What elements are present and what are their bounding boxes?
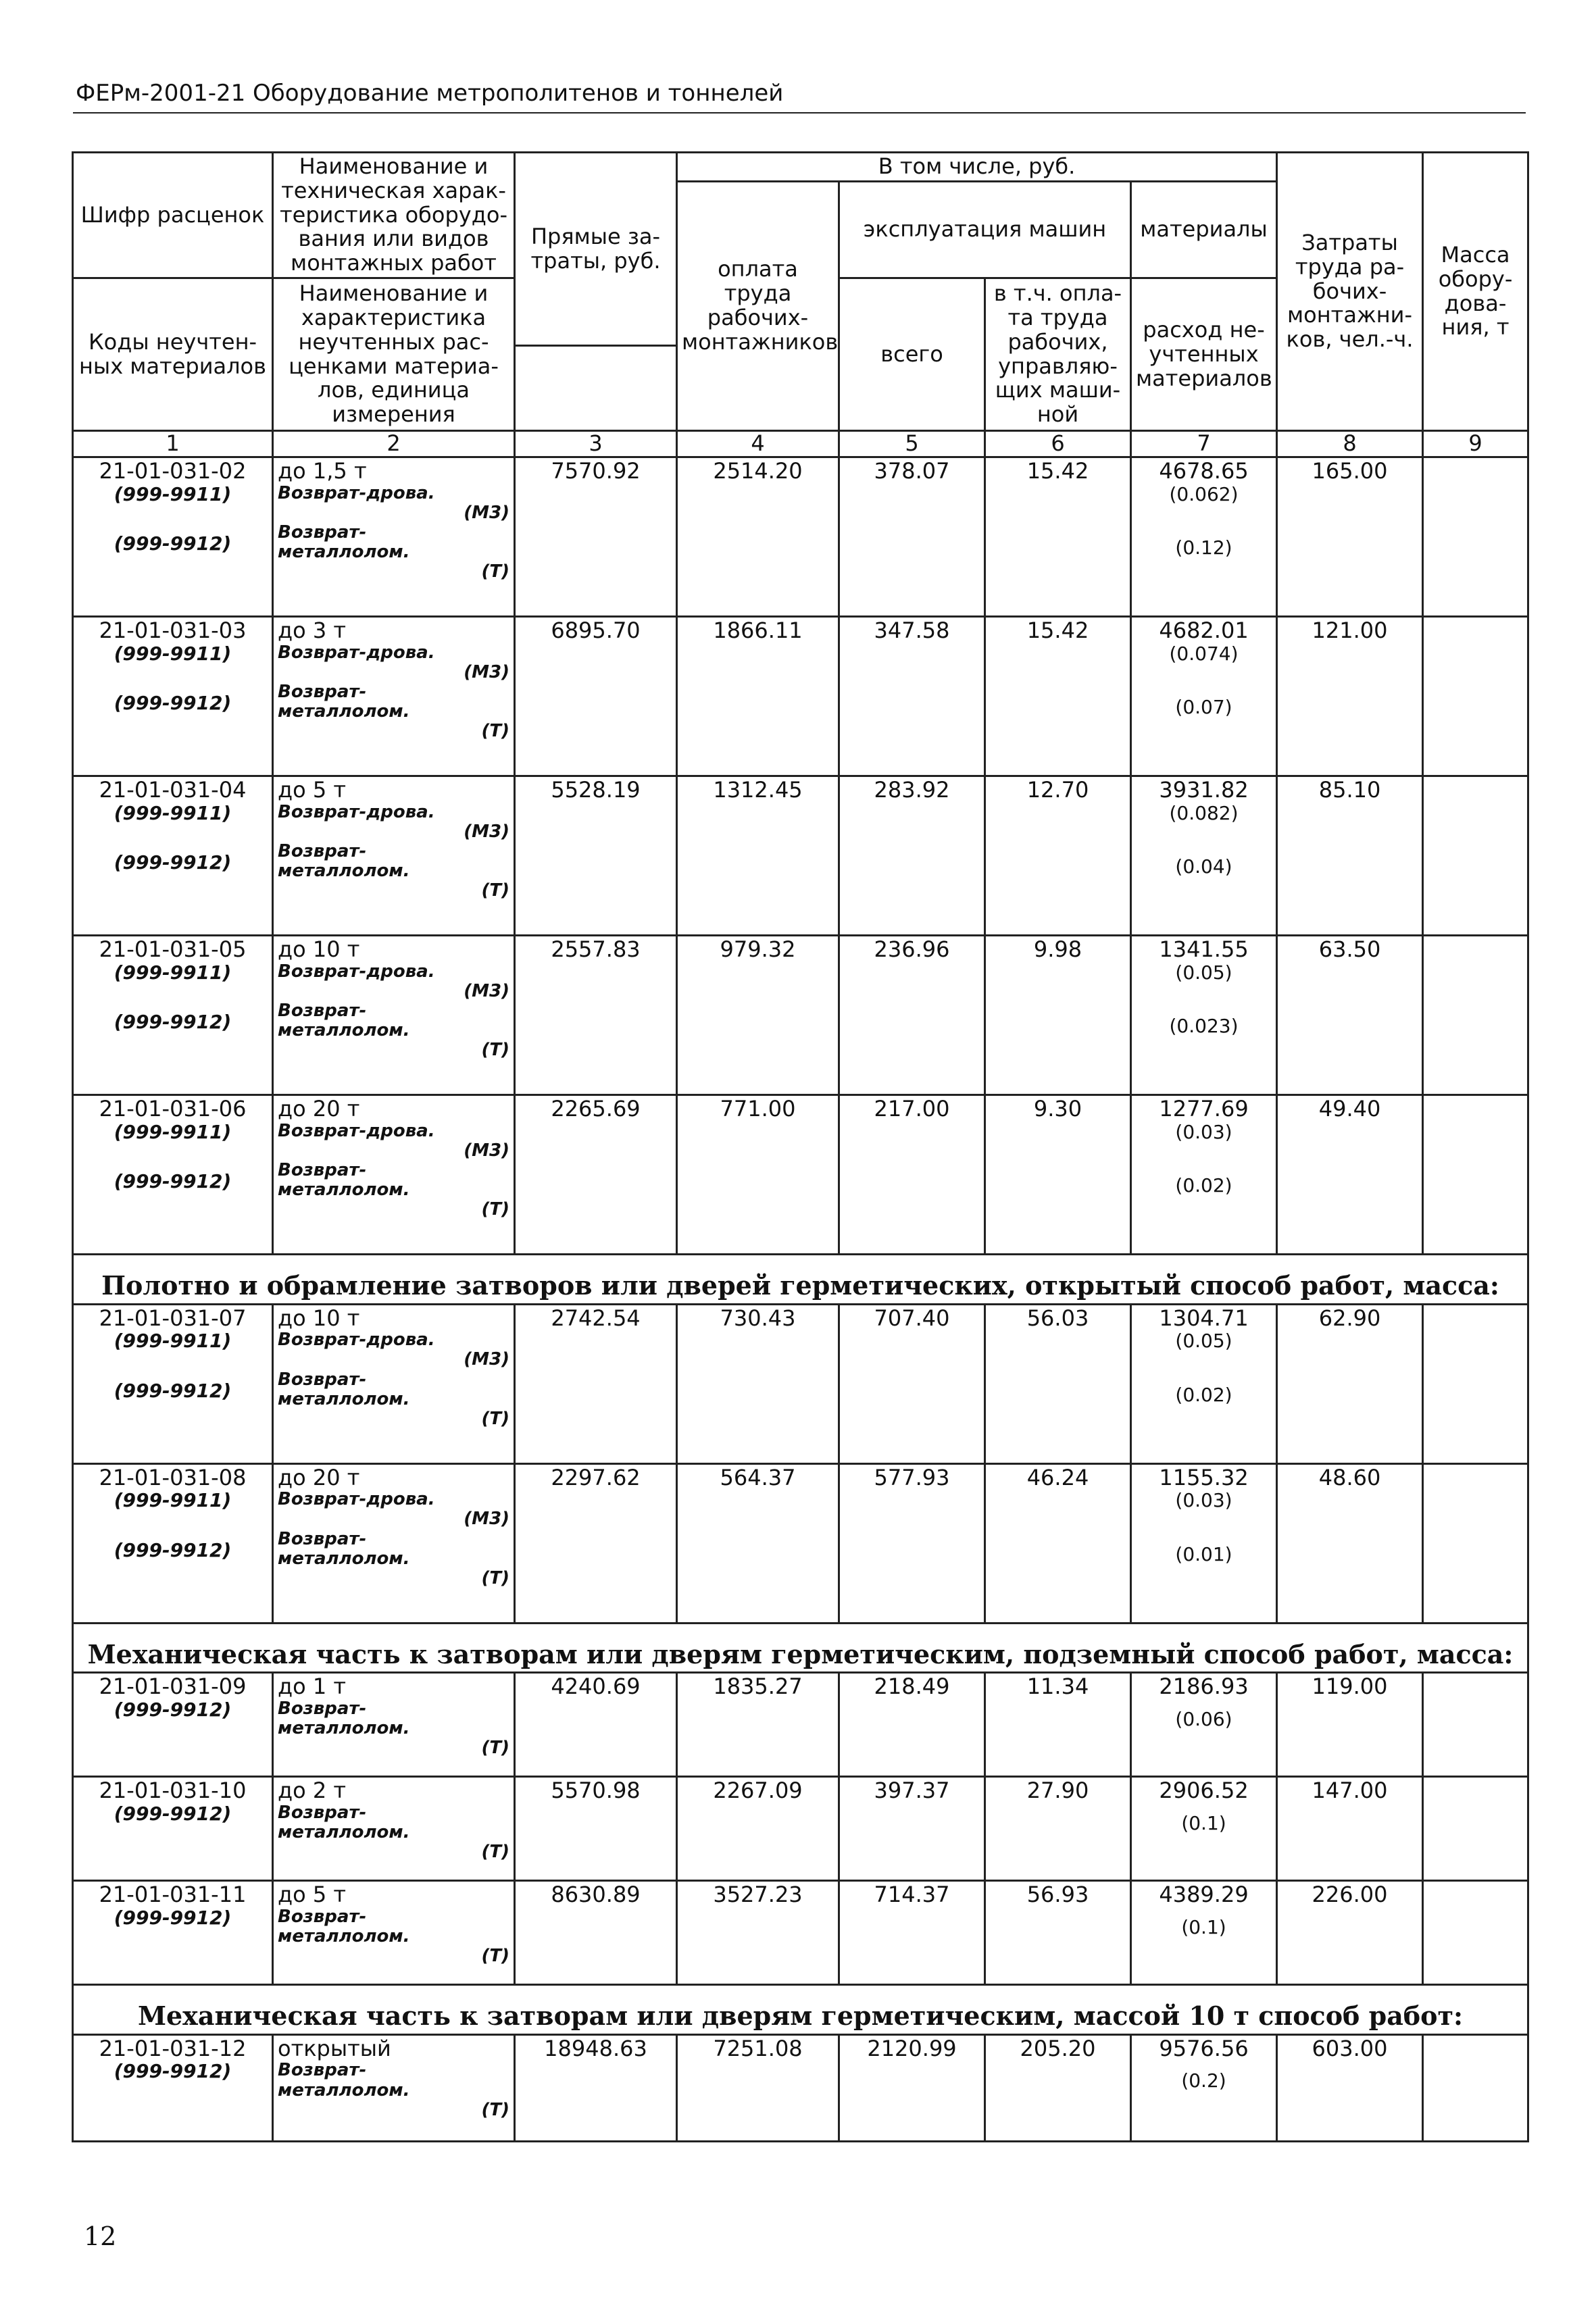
value-labor: 48.60 (1277, 1463, 1423, 1623)
materials-cell (1131, 1673, 1277, 1777)
spacer (78, 505, 268, 533)
material-name: Возврат-дрова. (278, 1120, 435, 1141)
value-labor: 147.00 (1277, 1777, 1423, 1881)
material-code: (999-9912) (114, 1170, 232, 1193)
value-labor: 165.00 (1277, 457, 1423, 616)
material-code: (999-9912) (114, 1538, 232, 1561)
material-quantity: (0.082) (1169, 801, 1239, 824)
col-number: 1 (73, 431, 273, 457)
value-direct: 7570.92 (515, 457, 677, 616)
header-direct-costs: Прямые за-траты, руб. (515, 153, 677, 346)
section-header-row (73, 1623, 1528, 1673)
value-materials: 3931.82 (1159, 776, 1249, 803)
value-machines: 397.37 (839, 1777, 985, 1881)
material-name: Возврат-металлолом. (278, 1160, 410, 1201)
header-wages: оплата труда рабочих-монтажников (677, 181, 839, 430)
rate-row (73, 616, 1528, 776)
material-name: Возврат-дрова. (278, 1489, 435, 1510)
material-quantity: (0.1) (1181, 1811, 1226, 1834)
material-code: (999-9912) (114, 851, 232, 874)
material-unit: (Т) (481, 561, 509, 582)
material-code: (999-9911) (114, 801, 232, 824)
value-mass (1423, 457, 1528, 616)
section-title: Механическая часть к затворам или дверям герметическим, массой 10 т способ работ: (73, 1985, 1528, 2035)
rate-code: 21-01-031-08 (99, 1464, 247, 1490)
col-number: 2 (273, 431, 515, 457)
material-name: Возврат-металлолом. (278, 1802, 410, 1842)
value-wages: 771.00 (677, 1095, 839, 1254)
cipher-cell (73, 1777, 273, 1881)
material-unit: (Т) (481, 1738, 509, 1759)
material-quantity: (0.02) (1175, 1174, 1232, 1197)
value-labor: 62.90 (1277, 1304, 1423, 1463)
column-numbers-row (73, 431, 1528, 457)
name-cell (273, 776, 515, 935)
value-wages: 2514.20 (677, 457, 839, 616)
name-cell (273, 1095, 515, 1254)
material-quantity: (0.1) (1181, 1915, 1226, 1938)
material-name: Возврат-металлолом. (278, 1698, 410, 1738)
col-number: 5 (839, 431, 985, 457)
value-materials: 2906.52 (1159, 1778, 1249, 1804)
value-direct: 8630.89 (515, 1881, 677, 1985)
value-machines: 577.93 (839, 1463, 985, 1623)
value-mass (1423, 1304, 1528, 1463)
material-quantity: (0.12) (1175, 536, 1232, 559)
material-unit: (Т) (481, 1040, 509, 1061)
material-quantity: (0.03) (1175, 1489, 1232, 1512)
material-code: (999-9911) (114, 1489, 232, 1512)
material-unit: (М3) (464, 1140, 509, 1161)
value-direct: 2265.69 (515, 1095, 677, 1254)
value-direct: 2297.62 (515, 1463, 677, 1623)
materials-cell (1131, 1095, 1277, 1254)
rate-code: 21-01-031-11 (99, 1882, 247, 1908)
name-cell (273, 1304, 515, 1463)
value-materials: 4389.29 (1159, 1882, 1249, 1908)
spacer (1136, 824, 1272, 856)
value-machines: 2120.99 (839, 2034, 985, 2141)
work-name: до 5 т (278, 776, 347, 803)
value-incl: 27.90 (985, 1777, 1131, 1881)
value-incl: 9.30 (985, 1095, 1131, 1254)
spacer (1136, 1352, 1272, 1384)
section-header-row (73, 1985, 1528, 2035)
materials-cell (1131, 1304, 1277, 1463)
spacer (1136, 983, 1272, 1015)
name-cell (273, 457, 515, 616)
spacer (78, 1142, 268, 1171)
value-machines: 236.96 (839, 935, 985, 1095)
cipher-cell (73, 2034, 273, 2141)
work-name: до 10 т (278, 936, 360, 962)
rates-table (72, 151, 1529, 2142)
section-title: Механическая часть к затворам или дверям герметическим, подземный способ работ, масса: (73, 1623, 1528, 1673)
value-wages: 3527.23 (677, 1881, 839, 1985)
value-materials: 4678.65 (1159, 457, 1249, 484)
value-direct: 2742.54 (515, 1304, 677, 1463)
value-machines: 714.37 (839, 1881, 985, 1985)
material-code: (999-9912) (114, 692, 232, 715)
material-quantity: (0.07) (1175, 696, 1232, 719)
material-code: (999-9912) (114, 1011, 232, 1034)
work-name: до 1,5 т (278, 457, 367, 484)
material-unit: (Т) (481, 1199, 509, 1220)
value-mass (1423, 935, 1528, 1095)
material-name: Возврат-дрова. (278, 801, 435, 822)
materials-cell (1131, 1777, 1277, 1881)
material-quantity: (0.01) (1175, 1542, 1232, 1565)
spacer (78, 983, 268, 1011)
cipher-cell (73, 1881, 273, 1985)
page-header: ФЕРм-2001-21 Оборудование метрополитенов и тоннелей (76, 80, 784, 107)
col-number: 7 (1131, 431, 1277, 457)
value-labor: 119.00 (1277, 1673, 1423, 1777)
material-quantity: (0.05) (1175, 1330, 1232, 1353)
value-labor: 85.10 (1277, 776, 1423, 935)
material-unit: (Т) (481, 1946, 509, 1967)
value-labor: 603.00 (1277, 2034, 1423, 2141)
col-number: 6 (985, 431, 1131, 457)
value-incl: 9.98 (985, 935, 1131, 1095)
value-incl: 11.34 (985, 1673, 1131, 1777)
spacer (1136, 505, 1272, 537)
material-name: Возврат-дрова. (278, 642, 435, 663)
value-mass (1423, 1881, 1528, 1985)
material-code: (999-9912) (114, 2060, 232, 2083)
value-machines: 378.07 (839, 457, 985, 616)
work-name: до 20 т (278, 1095, 360, 1122)
work-name: до 5 т (278, 1882, 347, 1908)
rate-row (73, 1777, 1528, 1881)
value-materials: 1341.55 (1159, 936, 1249, 962)
material-quantity: (0.023) (1169, 1015, 1239, 1038)
header-codes: Коды неучтен-ных материалов (73, 278, 273, 431)
header-cipher: Шифр расценок (73, 153, 273, 278)
material-unit: (Т) (481, 1567, 509, 1588)
material-unit: (Т) (481, 1842, 509, 1863)
material-quantity: (0.04) (1175, 855, 1232, 878)
name-cell (273, 1881, 515, 1985)
value-machines: 218.49 (839, 1673, 985, 1777)
value-materials: 1304.71 (1159, 1305, 1249, 1331)
value-materials: 1277.69 (1159, 1095, 1249, 1122)
material-unit: (М3) (464, 661, 509, 682)
material-unit: (М3) (464, 980, 509, 1001)
spacer (1136, 664, 1272, 697)
material-quantity: (0.062) (1169, 482, 1239, 505)
value-machines: 347.58 (839, 616, 985, 776)
material-unit: (М3) (464, 821, 509, 842)
section-title: Полотно и обрамление затворов или дверей герметических, открытый способ работ, масса: (73, 1254, 1528, 1304)
cipher-cell (73, 457, 273, 616)
material-code: (999-9911) (114, 1120, 232, 1143)
spacer (78, 824, 268, 852)
value-incl: 56.93 (985, 1881, 1131, 1985)
header-mass: Масса обору-дова-ния, т (1423, 153, 1528, 431)
materials-cell (1131, 1881, 1277, 1985)
value-materials: 4682.01 (1159, 617, 1249, 643)
material-code: (999-9912) (114, 1379, 232, 1402)
value-machines: 283.92 (839, 776, 985, 935)
material-unit: (М3) (464, 502, 509, 523)
materials-cell (1131, 457, 1277, 616)
header-name2: Наименование и характеристика неучтенных рас-ценками материа-лов, единица измерения (273, 278, 515, 431)
materials-cell (1131, 616, 1277, 776)
material-name: Возврат-металлолом. (278, 1001, 410, 1041)
name-cell (273, 1673, 515, 1777)
material-name: Возврат-дрова. (278, 482, 435, 503)
cipher-cell (73, 1463, 273, 1623)
rate-code: 21-01-031-02 (99, 457, 247, 484)
rate-row (73, 1881, 1528, 1985)
value-mass (1423, 776, 1528, 935)
material-code: (999-9911) (114, 1330, 232, 1353)
material-name: Возврат-дрова. (278, 1330, 435, 1351)
value-materials: 2186.93 (1159, 1674, 1249, 1700)
name-cell (273, 935, 515, 1095)
spacer (1136, 1907, 1272, 1917)
rate-code: 21-01-031-10 (99, 1778, 247, 1804)
rate-row (73, 776, 1528, 935)
rate-row (73, 457, 1528, 616)
rate-row (73, 1304, 1528, 1463)
materials-cell (1131, 935, 1277, 1095)
name-cell (273, 2034, 515, 2141)
value-wages: 730.43 (677, 1304, 839, 1463)
material-unit: (М3) (464, 1349, 509, 1370)
col-number: 3 (515, 431, 677, 457)
value-machines: 707.40 (839, 1304, 985, 1463)
material-code: (999-9911) (114, 482, 232, 505)
material-unit: (Т) (481, 1408, 509, 1429)
material-code: (999-9912) (114, 532, 232, 555)
value-materials: 1155.32 (1159, 1464, 1249, 1490)
value-mass (1423, 1777, 1528, 1881)
section-header-row (73, 1254, 1528, 1304)
material-quantity: (0.074) (1169, 642, 1239, 665)
rate-row (73, 1463, 1528, 1623)
col-number: 9 (1423, 431, 1528, 457)
rate-code: 21-01-031-07 (99, 1305, 247, 1331)
value-direct: 5528.19 (515, 776, 677, 935)
work-name: до 1 т (278, 1674, 347, 1700)
materials-cell (1131, 776, 1277, 935)
material-unit: (М3) (464, 1509, 509, 1530)
header-mat-consumption: расход не-учтенных материалов (1131, 278, 1277, 431)
material-code: (999-9912) (114, 1698, 232, 1721)
rate-row (73, 1673, 1528, 1777)
work-name: до 20 т (278, 1464, 360, 1490)
cipher-cell (73, 1095, 273, 1254)
material-quantity: (0.02) (1175, 1383, 1232, 1406)
name-cell (273, 616, 515, 776)
material-name: Возврат-металлолом. (278, 682, 410, 722)
col-number: 8 (1277, 431, 1423, 457)
value-incl: 15.42 (985, 457, 1131, 616)
material-quantity: (0.06) (1175, 1707, 1232, 1730)
material-unit: (Т) (481, 880, 509, 901)
material-name: Возврат-металлолом. (278, 1369, 410, 1409)
value-mass (1423, 1673, 1528, 1777)
header-rule (73, 112, 1526, 114)
material-code: (999-9911) (114, 961, 232, 984)
rate-row (73, 2034, 1528, 2141)
value-wages: 1835.27 (677, 1673, 839, 1777)
value-labor: 63.50 (1277, 935, 1423, 1095)
spacer (1136, 1142, 1272, 1175)
value-incl: 46.24 (985, 1463, 1131, 1623)
page-number: 12 (84, 2221, 117, 2251)
value-wages: 564.37 (677, 1463, 839, 1623)
material-quantity: (0.03) (1175, 1120, 1232, 1143)
header-including: В том числе, руб. (677, 153, 1277, 182)
material-quantity: (0.2) (1181, 2069, 1226, 2092)
spacer (78, 1352, 268, 1380)
value-mass (1423, 1463, 1528, 1623)
header-materials: материалы (1131, 181, 1277, 278)
header-labor: Затраты труда ра-бочих-монтажни-ков, чел.-ч. (1277, 153, 1423, 431)
material-quantity: (0.05) (1175, 961, 1232, 984)
value-direct: 2557.83 (515, 935, 677, 1095)
value-wages: 1866.11 (677, 616, 839, 776)
materials-cell (1131, 1463, 1277, 1623)
value-labor: 49.40 (1277, 1095, 1423, 1254)
rate-code: 21-01-031-04 (99, 776, 247, 803)
spacer (1136, 2061, 1272, 2070)
value-incl: 12.70 (985, 776, 1131, 935)
cipher-cell (73, 776, 273, 935)
rate-code: 21-01-031-03 (99, 617, 247, 643)
value-incl: 15.42 (985, 616, 1131, 776)
material-name: Возврат-металлолом. (278, 1528, 410, 1569)
value-direct: 18948.63 (515, 2034, 677, 2141)
material-unit: (Т) (481, 2099, 509, 2120)
value-direct: 5570.98 (515, 1777, 677, 1881)
material-code: (999-9912) (114, 1802, 232, 1825)
value-direct: 6895.70 (515, 616, 677, 776)
value-labor: 226.00 (1277, 1881, 1423, 1985)
rate-code: 21-01-031-12 (99, 2035, 247, 2061)
work-name: открытый (278, 2035, 391, 2061)
material-name: Возврат-дрова. (278, 961, 435, 982)
material-name: Возврат-металлолом. (278, 841, 410, 882)
material-unit: (Т) (481, 721, 509, 742)
name-cell (273, 1463, 515, 1623)
cipher-cell (73, 1673, 273, 1777)
header-total: всего (839, 278, 985, 431)
cipher-cell (73, 616, 273, 776)
material-code: (999-9911) (114, 642, 232, 665)
value-wages: 1312.45 (677, 776, 839, 935)
rate-code: 21-01-031-06 (99, 1095, 247, 1122)
value-labor: 121.00 (1277, 616, 1423, 776)
value-mass (1423, 1095, 1528, 1254)
value-wages: 2267.09 (677, 1777, 839, 1881)
value-incl: 205.20 (985, 2034, 1131, 2141)
value-machines: 217.00 (839, 1095, 985, 1254)
value-materials: 9576.56 (1159, 2035, 1249, 2061)
value-wages: 7251.08 (677, 2034, 839, 2141)
value-mass (1423, 2034, 1528, 2141)
rate-row (73, 935, 1528, 1095)
material-name: Возврат-металлолом. (278, 522, 410, 563)
cipher-cell (73, 935, 273, 1095)
header-machines: эксплуатация машин (839, 181, 1131, 278)
material-code: (999-9912) (114, 1906, 232, 1929)
spacer (1136, 1803, 1272, 1813)
rate-code: 21-01-031-09 (99, 1674, 247, 1700)
name-cell (273, 1777, 515, 1881)
work-name: до 10 т (278, 1305, 360, 1331)
rate-row (73, 1095, 1528, 1254)
header-name: Наименование и техническая харак-теристика оборудо-вания или видов монтажных работ (273, 153, 515, 278)
spacer (1136, 1511, 1272, 1544)
value-direct: 4240.69 (515, 1673, 677, 1777)
spacer (1136, 1699, 1272, 1709)
header-incl-wages: в т.ч. опла-та труда рабочих, управляю-щих маши-ной (985, 278, 1131, 431)
materials-cell (1131, 2034, 1277, 2141)
work-name: до 2 т (278, 1778, 347, 1804)
material-name: Возврат-металлолом. (278, 1906, 410, 1946)
material-name: Возврат-металлолом. (278, 2060, 410, 2101)
rate-code: 21-01-031-05 (99, 936, 247, 962)
cipher-cell (73, 1304, 273, 1463)
col-number: 4 (677, 431, 839, 457)
value-incl: 56.03 (985, 1304, 1131, 1463)
value-wages: 979.32 (677, 935, 839, 1095)
spacer (78, 664, 268, 693)
value-mass (1423, 616, 1528, 776)
work-name: до 3 т (278, 617, 347, 643)
spacer (78, 1511, 268, 1540)
